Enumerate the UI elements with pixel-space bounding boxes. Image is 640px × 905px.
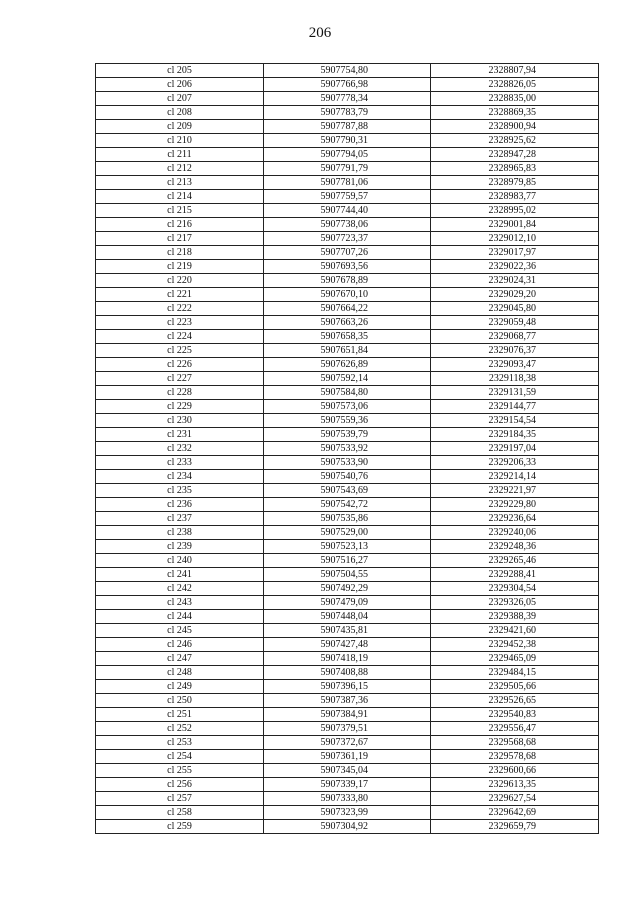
x-coordinate-cell: 5907754,80 [264,64,431,78]
table-row [96,148,599,162]
point-id-cell: cl 237 [96,512,264,526]
x-coordinate-cell: 5907523,13 [264,540,431,554]
point-id-cell: cl 249 [96,680,264,694]
y-coordinate-cell: 2329045,80 [431,302,599,316]
point-id-cell: cl 225 [96,344,264,358]
x-coordinate-cell: 5907794,05 [264,148,431,162]
x-coordinate-cell: 5907535,86 [264,512,431,526]
y-coordinate-cell: 2328900,94 [431,120,599,134]
x-coordinate-cell: 5907664,22 [264,302,431,316]
table-row [96,218,599,232]
point-id-cell: cl 213 [96,176,264,190]
x-coordinate-cell: 5907333,80 [264,792,431,806]
x-coordinate-cell: 5907787,88 [264,120,431,134]
point-id-cell: cl 212 [96,162,264,176]
point-id-cell: cl 252 [96,722,264,736]
point-id-cell: cl 255 [96,764,264,778]
y-coordinate-cell: 2329240,06 [431,526,599,540]
x-coordinate-cell: 5907744,40 [264,204,431,218]
table-row [96,358,599,372]
y-coordinate-cell: 2329627,54 [431,792,599,806]
x-coordinate-cell: 5907559,36 [264,414,431,428]
point-id-cell: cl 223 [96,316,264,330]
y-coordinate-cell: 2329421,60 [431,624,599,638]
y-coordinate-cell: 2329600,66 [431,764,599,778]
y-coordinate-cell: 2329197,04 [431,442,599,456]
y-coordinate-cell: 2329154,54 [431,414,599,428]
table-row [96,428,599,442]
y-coordinate-cell: 2329131,59 [431,386,599,400]
table-row [96,330,599,344]
y-coordinate-cell: 2329012,10 [431,232,599,246]
point-id-cell: cl 230 [96,414,264,428]
x-coordinate-cell: 5907759,57 [264,190,431,204]
table-row [96,736,599,750]
table-row [96,568,599,582]
point-id-cell: cl 209 [96,120,264,134]
point-id-cell: cl 258 [96,806,264,820]
x-coordinate-cell: 5907339,17 [264,778,431,792]
y-coordinate-cell: 2329144,77 [431,400,599,414]
x-coordinate-cell: 5907379,51 [264,722,431,736]
y-coordinate-cell: 2329526,65 [431,694,599,708]
table-row [96,372,599,386]
x-coordinate-cell: 5907766,98 [264,78,431,92]
table-row [96,190,599,204]
table-row [96,666,599,680]
y-coordinate-cell: 2329001,84 [431,218,599,232]
table-row [96,820,599,834]
y-coordinate-cell: 2329248,36 [431,540,599,554]
y-coordinate-cell: 2328947,28 [431,148,599,162]
y-coordinate-cell: 2329505,66 [431,680,599,694]
x-coordinate-cell: 5907533,92 [264,442,431,456]
table-row [96,792,599,806]
x-coordinate-cell: 5907396,15 [264,680,431,694]
table-row [96,64,599,78]
x-coordinate-cell: 5907663,26 [264,316,431,330]
y-coordinate-cell: 2329288,41 [431,568,599,582]
x-coordinate-cell: 5907542,72 [264,498,431,512]
point-id-cell: cl 205 [96,64,264,78]
table-row [96,582,599,596]
point-id-cell: cl 234 [96,470,264,484]
y-coordinate-cell: 2328826,05 [431,78,599,92]
table-row [96,638,599,652]
table-row [96,176,599,190]
y-coordinate-cell: 2329568,68 [431,736,599,750]
point-id-cell: cl 231 [96,428,264,442]
y-coordinate-cell: 2329540,83 [431,708,599,722]
x-coordinate-cell: 5907738,06 [264,218,431,232]
table-row [96,512,599,526]
table-row [96,540,599,554]
table-row [96,624,599,638]
x-coordinate-cell: 5907626,89 [264,358,431,372]
point-id-cell: cl 215 [96,204,264,218]
table-row [96,526,599,540]
y-coordinate-cell: 2329093,47 [431,358,599,372]
x-coordinate-cell: 5907492,29 [264,582,431,596]
x-coordinate-cell: 5907533,90 [264,456,431,470]
table-row [96,204,599,218]
x-coordinate-cell: 5907573,06 [264,400,431,414]
point-id-cell: cl 217 [96,232,264,246]
table-row [96,344,599,358]
point-id-cell: cl 233 [96,456,264,470]
x-coordinate-cell: 5907707,26 [264,246,431,260]
point-id-cell: cl 235 [96,484,264,498]
x-coordinate-cell: 5907504,55 [264,568,431,582]
point-id-cell: cl 245 [96,624,264,638]
point-id-cell: cl 219 [96,260,264,274]
table-row [96,484,599,498]
table-row [96,764,599,778]
x-coordinate-cell: 5907670,10 [264,288,431,302]
y-coordinate-cell: 2329076,37 [431,344,599,358]
x-coordinate-cell: 5907479,09 [264,596,431,610]
table-row [96,680,599,694]
x-coordinate-cell: 5907384,91 [264,708,431,722]
x-coordinate-cell: 5907387,36 [264,694,431,708]
point-id-cell: cl 232 [96,442,264,456]
table-row [96,78,599,92]
x-coordinate-cell: 5907448,04 [264,610,431,624]
y-coordinate-cell: 2329118,38 [431,372,599,386]
point-id-cell: cl 256 [96,778,264,792]
table-row [96,232,599,246]
x-coordinate-cell: 5907781,06 [264,176,431,190]
point-id-cell: cl 243 [96,596,264,610]
table-row [96,246,599,260]
table-row [96,750,599,764]
table-row [96,554,599,568]
x-coordinate-cell: 5907408,88 [264,666,431,680]
table-row [96,778,599,792]
y-coordinate-cell: 2328965,83 [431,162,599,176]
y-coordinate-cell: 2328835,00 [431,92,599,106]
y-coordinate-cell: 2328807,94 [431,64,599,78]
table-row [96,400,599,414]
table-row [96,470,599,484]
y-coordinate-cell: 2328869,35 [431,106,599,120]
point-id-cell: cl 224 [96,330,264,344]
x-coordinate-cell: 5907427,48 [264,638,431,652]
point-id-cell: cl 248 [96,666,264,680]
table-row [96,134,599,148]
x-coordinate-cell: 5907435,81 [264,624,431,638]
x-coordinate-cell: 5907540,76 [264,470,431,484]
point-id-cell: cl 229 [96,400,264,414]
table-row [96,722,599,736]
x-coordinate-cell: 5907418,19 [264,652,431,666]
y-coordinate-cell: 2329068,77 [431,330,599,344]
x-coordinate-cell: 5907783,79 [264,106,431,120]
y-coordinate-cell: 2329236,64 [431,512,599,526]
table-row [96,414,599,428]
table-row [96,260,599,274]
table-row [96,694,599,708]
x-coordinate-cell: 5907678,89 [264,274,431,288]
y-coordinate-cell: 2328925,62 [431,134,599,148]
x-coordinate-cell: 5907372,67 [264,736,431,750]
y-coordinate-cell: 2328979,85 [431,176,599,190]
table-row [96,610,599,624]
table-row [96,456,599,470]
y-coordinate-cell: 2329556,47 [431,722,599,736]
x-coordinate-cell: 5907516,27 [264,554,431,568]
y-coordinate-cell: 2329326,05 [431,596,599,610]
x-coordinate-cell: 5907791,79 [264,162,431,176]
x-coordinate-cell: 5907529,00 [264,526,431,540]
point-id-cell: cl 257 [96,792,264,806]
table-row [96,498,599,512]
point-id-cell: cl 253 [96,736,264,750]
y-coordinate-cell: 2329484,15 [431,666,599,680]
point-id-cell: cl 250 [96,694,264,708]
y-coordinate-cell: 2329465,09 [431,652,599,666]
y-coordinate-cell: 2329221,97 [431,484,599,498]
y-coordinate-cell: 2329613,35 [431,778,599,792]
coordinates-table [95,63,599,834]
y-coordinate-cell: 2329452,38 [431,638,599,652]
x-coordinate-cell: 5907304,92 [264,820,431,834]
y-coordinate-cell: 2328995,02 [431,204,599,218]
point-id-cell: cl 239 [96,540,264,554]
point-id-cell: cl 214 [96,190,264,204]
table-row [96,92,599,106]
y-coordinate-cell: 2329388,39 [431,610,599,624]
x-coordinate-cell: 5907658,35 [264,330,431,344]
point-id-cell: cl 246 [96,638,264,652]
point-id-cell: cl 207 [96,92,264,106]
x-coordinate-cell: 5907693,56 [264,260,431,274]
y-coordinate-cell: 2329214,14 [431,470,599,484]
point-id-cell: cl 206 [96,78,264,92]
y-coordinate-cell: 2329229,80 [431,498,599,512]
table-row [96,806,599,820]
y-coordinate-cell: 2329642,69 [431,806,599,820]
y-coordinate-cell: 2329029,20 [431,288,599,302]
y-coordinate-cell: 2329659,79 [431,820,599,834]
coordinates-table-body [96,64,599,834]
y-coordinate-cell: 2329184,35 [431,428,599,442]
table-row [96,274,599,288]
x-coordinate-cell: 5907584,80 [264,386,431,400]
table-row [96,386,599,400]
table-row [96,596,599,610]
x-coordinate-cell: 5907323,99 [264,806,431,820]
point-id-cell: cl 222 [96,302,264,316]
table-row [96,162,599,176]
x-coordinate-cell: 5907778,34 [264,92,431,106]
point-id-cell: cl 244 [96,610,264,624]
table-row [96,288,599,302]
table-row [96,652,599,666]
y-coordinate-cell: 2329017,97 [431,246,599,260]
point-id-cell: cl 251 [96,708,264,722]
point-id-cell: cl 242 [96,582,264,596]
point-id-cell: cl 254 [96,750,264,764]
x-coordinate-cell: 5907592,14 [264,372,431,386]
x-coordinate-cell: 5907345,04 [264,764,431,778]
table-row [96,120,599,134]
point-id-cell: cl 236 [96,498,264,512]
x-coordinate-cell: 5907790,31 [264,134,431,148]
y-coordinate-cell: 2329059,48 [431,316,599,330]
table-row [96,302,599,316]
y-coordinate-cell: 2328983,77 [431,190,599,204]
point-id-cell: cl 247 [96,652,264,666]
point-id-cell: cl 221 [96,288,264,302]
point-id-cell: cl 228 [96,386,264,400]
y-coordinate-cell: 2329024,31 [431,274,599,288]
table-row [96,442,599,456]
x-coordinate-cell: 5907723,37 [264,232,431,246]
point-id-cell: cl 241 [96,568,264,582]
point-id-cell: cl 211 [96,148,264,162]
point-id-cell: cl 259 [96,820,264,834]
point-id-cell: cl 240 [96,554,264,568]
page-number: 206 [308,25,332,41]
x-coordinate-cell: 5907651,84 [264,344,431,358]
table-row [96,708,599,722]
point-id-cell: cl 208 [96,106,264,120]
table-row [96,106,599,120]
point-id-cell: cl 220 [96,274,264,288]
point-id-cell: cl 210 [96,134,264,148]
y-coordinate-cell: 2329304,54 [431,582,599,596]
table-row [96,316,599,330]
point-id-cell: cl 238 [96,526,264,540]
x-coordinate-cell: 5907539,79 [264,428,431,442]
x-coordinate-cell: 5907361,19 [264,750,431,764]
y-coordinate-cell: 2329206,33 [431,456,599,470]
point-id-cell: cl 218 [96,246,264,260]
y-coordinate-cell: 2329265,46 [431,554,599,568]
point-id-cell: cl 227 [96,372,264,386]
point-id-cell: cl 226 [96,358,264,372]
x-coordinate-cell: 5907543,69 [264,484,431,498]
point-id-cell: cl 216 [96,218,264,232]
y-coordinate-cell: 2329022,36 [431,260,599,274]
y-coordinate-cell: 2329578,68 [431,750,599,764]
